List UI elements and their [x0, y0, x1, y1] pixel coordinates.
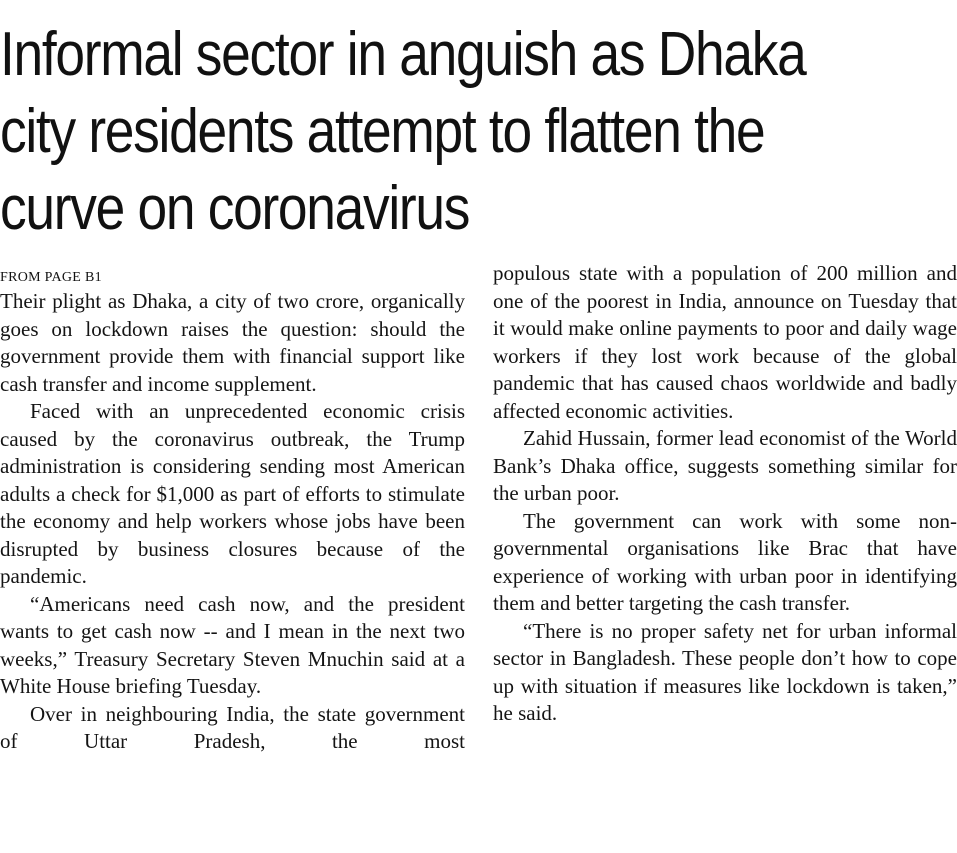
- headline: [0, 16, 823, 247]
- article-column-right: [493, 260, 957, 728]
- kicker-from-page: FROM PAGE B1: [0, 270, 102, 285]
- article-paragraph: Over in neighbouring India, the state government of Uttar Pradesh, the most: [0, 701, 465, 753]
- article-paragraph: populous state with a population of 200 million and one of the poorest in India, announce on Tuesday that it would make online payments to poor and daily wage workers if they lost work because of the global pandemic that has caused chaos worldwide and badly affected economic activities.: [493, 261, 957, 423]
- headline-line: city residents attempt to flatten the: [0, 97, 765, 166]
- article-paragraph: Their plight as Dhaka, a city of two crore, organically goes on lockdown raises the question: should the government provide them with financial support like cash transfer and income supplement.: [0, 289, 465, 396]
- article-paragraph: The government can work with some non-governmental organisations like Brac that have experience of working with urban poor in identifying them and better targeting the cash transfer.: [493, 508, 957, 615]
- article-column-left: [0, 288, 465, 756]
- article-paragraph: “Americans need cash now, and the president wants to get cash now -- and I mean in the next two weeks,” Treasury Secretary Steven Mnuchin said at a White House briefing Tuesday.: [0, 591, 465, 698]
- article-paragraph: “There is no proper safety net for urban informal sector in Bangladesh. These people don’t how to cope up with situation if measures like lockdown is taken,” he said.: [493, 618, 957, 725]
- headline-line: curve on coronavirus: [0, 174, 470, 243]
- article-paragraph: Faced with an unprecedented economic crisis caused by the coronavirus outbreak, the Trump administration is considering sending most American adults a check for $1,000 as part of efforts to stimulate the economy and help workers whose jobs have been disrupted by business closures because of the pandemic.: [0, 399, 465, 588]
- article-paragraph: Zahid Hussain, former lead economist of the World Bank’s Dhaka office, suggests something similar for the urban poor.: [493, 426, 957, 505]
- headline-line: Informal sector in anguish as Dhaka: [0, 20, 806, 89]
